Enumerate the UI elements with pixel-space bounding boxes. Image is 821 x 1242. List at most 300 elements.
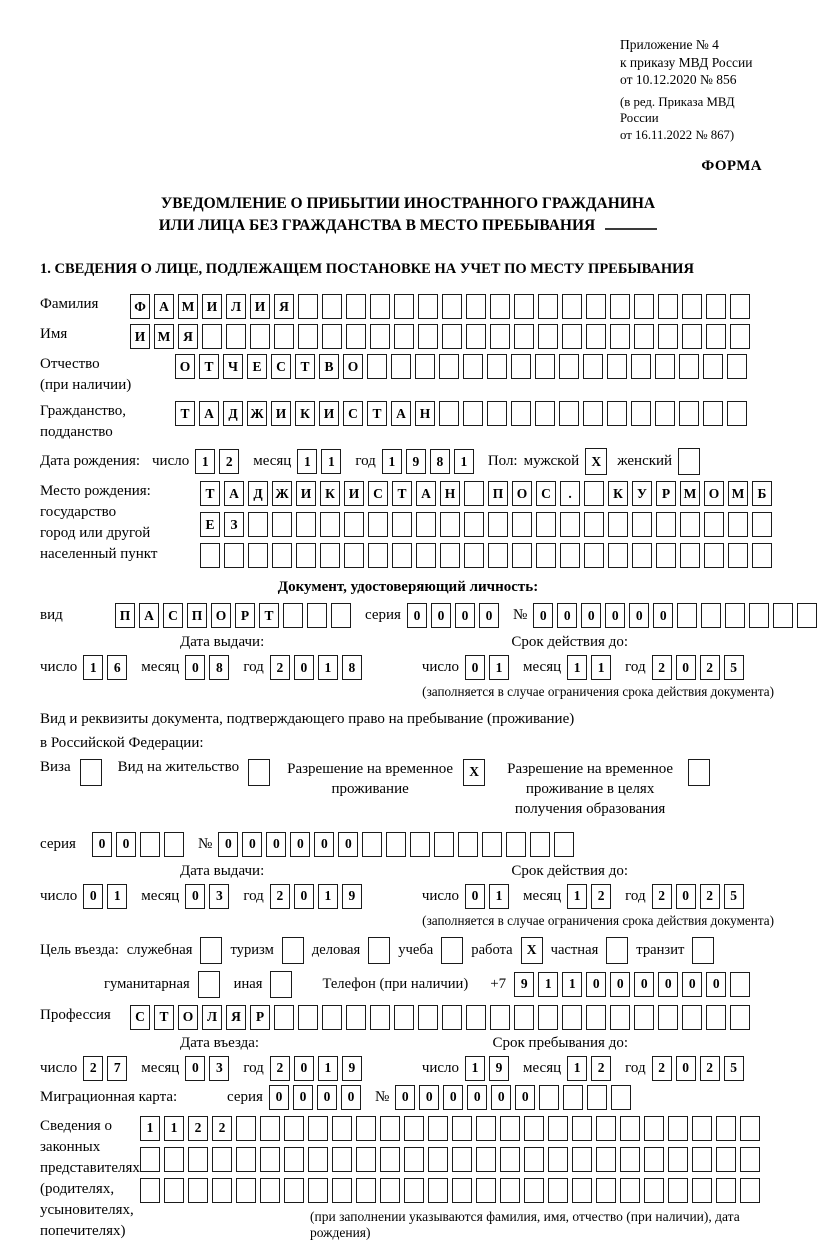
char-cell[interactable]: А [416,481,436,506]
char-cell[interactable] [380,1147,400,1172]
char-cell[interactable] [634,324,654,349]
char-cell[interactable]: М [178,294,198,319]
char-cell[interactable]: 0 [706,972,726,997]
char-cell[interactable]: 0 [419,1085,439,1110]
char-cell[interactable] [282,937,304,964]
char-cell[interactable] [658,294,678,319]
char-cell[interactable] [307,603,327,628]
char-cell[interactable] [380,1178,400,1203]
char-cell[interactable] [658,1005,678,1030]
char-cell[interactable] [536,543,556,568]
char-cell[interactable]: 1 [297,449,317,474]
char-cell[interactable]: 2 [700,884,720,909]
char-cell[interactable] [418,324,438,349]
char-cell[interactable] [272,512,292,537]
char-cell[interactable] [524,1147,544,1172]
char-cell[interactable]: А [199,401,219,426]
char-cell[interactable] [656,543,676,568]
char-cell[interactable] [464,543,484,568]
char-cell[interactable]: И [202,294,222,319]
char-cell[interactable] [703,401,723,426]
char-cell[interactable]: З [224,512,244,537]
char-cell[interactable] [410,832,430,857]
char-cell[interactable]: 2 [212,1116,232,1141]
char-cell[interactable] [524,1178,544,1203]
char-cell[interactable] [727,354,747,379]
char-cell[interactable]: 0 [341,1085,361,1110]
char-cell[interactable]: И [319,401,339,426]
char-cell[interactable]: 0 [610,972,630,997]
char-cell[interactable] [655,401,675,426]
char-cell[interactable]: 2 [700,1056,720,1081]
char-cell[interactable]: 1 [538,972,558,997]
char-cell[interactable] [140,1178,160,1203]
char-cell[interactable] [274,324,294,349]
char-cell[interactable] [606,937,628,964]
char-cell[interactable] [797,603,817,628]
char-cell[interactable] [548,1147,568,1172]
char-cell[interactable]: А [139,603,159,628]
char-cell[interactable] [680,512,700,537]
char-cell[interactable]: И [130,324,150,349]
char-cell[interactable] [452,1116,472,1141]
char-cell[interactable] [440,543,460,568]
char-cell[interactable] [692,937,714,964]
char-cell[interactable] [607,354,627,379]
char-cell[interactable] [560,512,580,537]
char-cell[interactable]: 1 [318,655,338,680]
char-cell[interactable] [688,759,710,786]
char-cell[interactable]: 2 [652,884,672,909]
char-cell[interactable]: 0 [682,972,702,997]
char-cell[interactable]: 1 [465,1056,485,1081]
char-cell[interactable]: Т [392,481,412,506]
char-cell[interactable] [466,324,486,349]
char-cell[interactable]: 1 [318,1056,338,1081]
char-cell[interactable]: 7 [107,1056,127,1081]
char-cell[interactable]: 0 [515,1085,535,1110]
char-cell[interactable] [668,1178,688,1203]
char-cell[interactable] [346,324,366,349]
char-cell[interactable] [200,543,220,568]
char-cell[interactable]: Т [154,1005,174,1030]
char-cell[interactable]: 0 [465,655,485,680]
char-cell[interactable] [682,324,702,349]
char-cell[interactable]: О [704,481,724,506]
char-cell[interactable] [539,1085,559,1110]
char-cell[interactable]: Т [295,354,315,379]
char-cell[interactable] [458,832,478,857]
char-cell[interactable] [730,1005,750,1030]
char-cell[interactable] [164,1178,184,1203]
char-cell[interactable] [632,543,652,568]
char-cell[interactable]: С [163,603,183,628]
char-cell[interactable] [488,512,508,537]
char-cell[interactable] [668,1116,688,1141]
char-cell[interactable]: Я [178,324,198,349]
char-cell[interactable] [584,512,604,537]
char-cell[interactable] [728,512,748,537]
char-cell[interactable]: 0 [676,1056,696,1081]
char-cell[interactable] [559,354,579,379]
char-cell[interactable] [538,294,558,319]
char-cell[interactable] [716,1147,736,1172]
char-cell[interactable] [512,543,532,568]
char-cell[interactable] [634,294,654,319]
char-cell[interactable]: 0 [653,603,673,628]
char-cell[interactable] [706,324,726,349]
char-cell[interactable]: Т [199,354,219,379]
char-cell[interactable] [730,324,750,349]
char-cell[interactable] [283,603,303,628]
char-cell[interactable] [308,1116,328,1141]
char-cell[interactable]: К [320,481,340,506]
char-cell[interactable] [490,324,510,349]
char-cell[interactable] [298,324,318,349]
char-cell[interactable] [392,512,412,537]
char-cell[interactable]: 1 [83,655,103,680]
char-cell[interactable]: В [319,354,339,379]
char-cell[interactable] [704,512,724,537]
char-cell[interactable] [500,1147,520,1172]
char-cell[interactable]: 3 [209,1056,229,1081]
char-cell[interactable] [476,1178,496,1203]
char-cell[interactable]: 0 [395,1085,415,1110]
char-cell[interactable]: 0 [185,655,205,680]
char-cell[interactable] [164,832,184,857]
char-cell[interactable] [298,1005,318,1030]
char-cell[interactable] [368,543,388,568]
char-cell[interactable] [386,832,406,857]
char-cell[interactable]: 2 [700,655,720,680]
char-cell[interactable]: 9 [489,1056,509,1081]
char-cell[interactable]: 0 [443,1085,463,1110]
char-cell[interactable] [631,354,651,379]
char-cell[interactable]: 5 [724,1056,744,1081]
char-cell[interactable]: 2 [591,884,611,909]
char-cell[interactable] [535,401,555,426]
char-cell[interactable] [332,1178,352,1203]
char-cell[interactable] [530,832,550,857]
char-cell[interactable]: 0 [407,603,427,628]
char-cell[interactable]: М [680,481,700,506]
char-cell[interactable]: 0 [266,832,286,857]
char-cell[interactable] [586,1005,606,1030]
char-cell[interactable]: С [536,481,556,506]
char-cell[interactable]: С [343,401,363,426]
char-cell[interactable] [250,324,270,349]
char-cell[interactable]: 1 [591,655,611,680]
char-cell[interactable] [692,1116,712,1141]
char-cell[interactable]: 0 [294,655,314,680]
char-cell[interactable]: Ж [272,481,292,506]
char-cell[interactable] [658,324,678,349]
char-cell[interactable]: 0 [314,832,334,857]
char-cell[interactable] [284,1147,304,1172]
char-cell[interactable]: Л [226,294,246,319]
char-cell[interactable] [394,1005,414,1030]
char-cell[interactable]: 2 [219,449,239,474]
char-cell[interactable] [356,1116,376,1141]
char-cell[interactable] [740,1147,760,1172]
char-cell[interactable] [514,1005,534,1030]
char-cell[interactable] [236,1147,256,1172]
char-cell[interactable]: 2 [270,655,290,680]
char-cell[interactable] [730,972,750,997]
char-cell[interactable] [394,324,414,349]
char-cell[interactable] [554,832,574,857]
char-cell[interactable] [677,603,697,628]
char-cell[interactable] [370,294,390,319]
char-cell[interactable] [140,1147,160,1172]
char-cell[interactable] [260,1178,280,1203]
char-cell[interactable]: 0 [581,603,601,628]
char-cell[interactable] [563,1085,583,1110]
char-cell[interactable]: Р [656,481,676,506]
char-cell[interactable]: О [211,603,231,628]
char-cell[interactable] [655,354,675,379]
char-cell[interactable] [572,1116,592,1141]
char-cell[interactable] [692,1147,712,1172]
char-cell[interactable] [560,543,580,568]
char-cell[interactable] [538,324,558,349]
char-cell[interactable] [514,324,534,349]
char-cell[interactable]: 0 [586,972,606,997]
char-cell[interactable] [701,603,721,628]
char-cell[interactable] [476,1116,496,1141]
char-cell[interactable]: 9 [342,1056,362,1081]
char-cell[interactable] [418,294,438,319]
char-cell[interactable] [596,1178,616,1203]
char-cell[interactable] [773,603,793,628]
char-cell[interactable]: 0 [116,832,136,857]
char-cell[interactable]: 2 [270,1056,290,1081]
char-cell[interactable] [188,1178,208,1203]
char-cell[interactable] [260,1147,280,1172]
char-cell[interactable]: 2 [83,1056,103,1081]
char-cell[interactable] [272,543,292,568]
char-cell[interactable]: 1 [164,1116,184,1141]
char-cell[interactable] [476,1147,496,1172]
char-cell[interactable] [584,543,604,568]
char-cell[interactable] [320,543,340,568]
char-cell[interactable] [439,354,459,379]
char-cell[interactable] [611,1085,631,1110]
char-cell[interactable] [224,543,244,568]
char-cell[interactable] [418,1005,438,1030]
char-cell[interactable] [562,324,582,349]
char-cell[interactable] [511,354,531,379]
char-cell[interactable] [362,832,382,857]
char-cell[interactable]: 0 [479,603,499,628]
char-cell[interactable]: 8 [430,449,450,474]
char-cell[interactable] [331,603,351,628]
char-cell[interactable]: 0 [557,603,577,628]
char-cell[interactable] [572,1178,592,1203]
char-cell[interactable] [466,1005,486,1030]
char-cell[interactable]: 0 [294,884,314,909]
char-cell[interactable] [322,294,342,319]
char-cell[interactable] [322,1005,342,1030]
char-cell[interactable]: Т [259,603,279,628]
char-cell[interactable]: О [343,354,363,379]
char-cell[interactable] [725,603,745,628]
char-cell[interactable]: 9 [514,972,534,997]
char-cell[interactable] [80,759,102,786]
char-cell[interactable]: О [175,354,195,379]
char-cell[interactable] [749,603,769,628]
char-cell[interactable] [596,1116,616,1141]
char-cell[interactable] [274,1005,294,1030]
char-cell[interactable] [248,512,268,537]
char-cell[interactable] [434,832,454,857]
char-cell[interactable] [416,543,436,568]
char-cell[interactable]: А [391,401,411,426]
char-cell[interactable]: 5 [724,655,744,680]
char-cell[interactable]: Р [250,1005,270,1030]
char-cell[interactable] [370,1005,390,1030]
char-cell[interactable] [500,1116,520,1141]
char-cell[interactable]: 9 [406,449,426,474]
char-cell[interactable] [583,354,603,379]
char-cell[interactable]: 3 [209,884,229,909]
char-cell[interactable] [452,1178,472,1203]
char-cell[interactable]: Н [440,481,460,506]
char-cell[interactable] [631,401,651,426]
char-cell[interactable]: 0 [605,603,625,628]
char-cell[interactable] [346,1005,366,1030]
char-cell[interactable] [140,832,160,857]
char-cell[interactable] [404,1147,424,1172]
char-cell[interactable]: И [344,481,364,506]
char-cell[interactable]: А [154,294,174,319]
char-cell[interactable]: 2 [652,655,672,680]
char-cell[interactable] [248,759,270,786]
char-cell[interactable] [464,512,484,537]
char-cell[interactable] [391,354,411,379]
char-cell[interactable] [308,1147,328,1172]
char-cell[interactable]: Е [200,512,220,537]
char-cell[interactable] [644,1116,664,1141]
char-cell[interactable]: А [224,481,244,506]
char-cell[interactable]: С [130,1005,150,1030]
char-cell[interactable]: 5 [724,884,744,909]
char-cell[interactable]: 0 [83,884,103,909]
char-cell[interactable]: Т [367,401,387,426]
char-cell[interactable] [634,1005,654,1030]
char-cell[interactable] [679,354,699,379]
char-cell[interactable] [439,401,459,426]
char-cell[interactable]: 1 [562,972,582,997]
char-cell[interactable] [740,1178,760,1203]
char-cell[interactable] [236,1116,256,1141]
char-cell[interactable] [380,1116,400,1141]
char-cell[interactable]: О [512,481,532,506]
char-cell[interactable] [440,512,460,537]
char-cell[interactable] [346,294,366,319]
char-cell[interactable]: 0 [185,1056,205,1081]
char-cell[interactable] [668,1147,688,1172]
char-cell[interactable]: 1 [318,884,338,909]
char-cell[interactable]: 0 [185,884,205,909]
char-cell[interactable] [679,401,699,426]
char-cell[interactable]: 1 [321,449,341,474]
char-cell[interactable]: 0 [294,1056,314,1081]
char-cell[interactable] [284,1178,304,1203]
char-cell[interactable] [608,543,628,568]
char-cell[interactable]: 1 [195,449,215,474]
char-cell[interactable]: Ж [247,401,267,426]
char-cell[interactable] [752,512,772,537]
char-cell[interactable]: Я [226,1005,246,1030]
char-cell[interactable] [706,1005,726,1030]
char-cell[interactable] [298,294,318,319]
char-cell[interactable]: 0 [269,1085,289,1110]
char-cell[interactable] [559,401,579,426]
char-cell[interactable] [511,401,531,426]
char-cell[interactable]: 0 [465,884,485,909]
char-cell[interactable] [164,1147,184,1172]
char-cell[interactable]: 2 [188,1116,208,1141]
char-cell[interactable] [584,481,604,506]
char-cell[interactable] [392,543,412,568]
char-cell[interactable]: С [368,481,388,506]
char-cell[interactable]: 1 [567,1056,587,1081]
char-cell[interactable] [463,401,483,426]
char-cell[interactable]: М [154,324,174,349]
char-cell[interactable] [212,1178,232,1203]
char-cell[interactable] [394,294,414,319]
char-cell[interactable]: 0 [92,832,112,857]
char-cell[interactable]: Е [247,354,267,379]
char-cell[interactable]: 0 [467,1085,487,1110]
char-cell[interactable] [728,543,748,568]
char-cell[interactable]: Б [752,481,772,506]
char-cell[interactable]: С [271,354,291,379]
char-cell[interactable] [428,1147,448,1172]
char-cell[interactable] [620,1178,640,1203]
char-cell[interactable] [356,1147,376,1172]
char-cell[interactable]: 0 [634,972,654,997]
char-cell[interactable]: Я [274,294,294,319]
char-cell[interactable] [370,324,390,349]
char-cell[interactable] [538,1005,558,1030]
char-cell[interactable] [308,1178,328,1203]
char-cell[interactable] [704,543,724,568]
char-cell[interactable] [682,1005,702,1030]
char-cell[interactable] [442,324,462,349]
char-cell[interactable] [202,324,222,349]
char-cell[interactable]: П [115,603,135,628]
char-cell[interactable] [583,401,603,426]
char-cell[interactable]: 0 [658,972,678,997]
char-cell[interactable] [248,543,268,568]
char-cell[interactable]: Н [415,401,435,426]
char-cell[interactable]: П [187,603,207,628]
char-cell[interactable] [596,1147,616,1172]
char-cell[interactable] [548,1116,568,1141]
char-cell[interactable] [442,294,462,319]
char-cell[interactable] [356,1178,376,1203]
char-cell[interactable]: 0 [676,655,696,680]
char-cell[interactable] [692,1178,712,1203]
char-cell[interactable]: П [488,481,508,506]
char-cell[interactable] [320,512,340,537]
char-cell[interactable] [610,324,630,349]
char-cell[interactable] [428,1116,448,1141]
char-cell[interactable] [610,1005,630,1030]
char-cell[interactable]: 2 [270,884,290,909]
